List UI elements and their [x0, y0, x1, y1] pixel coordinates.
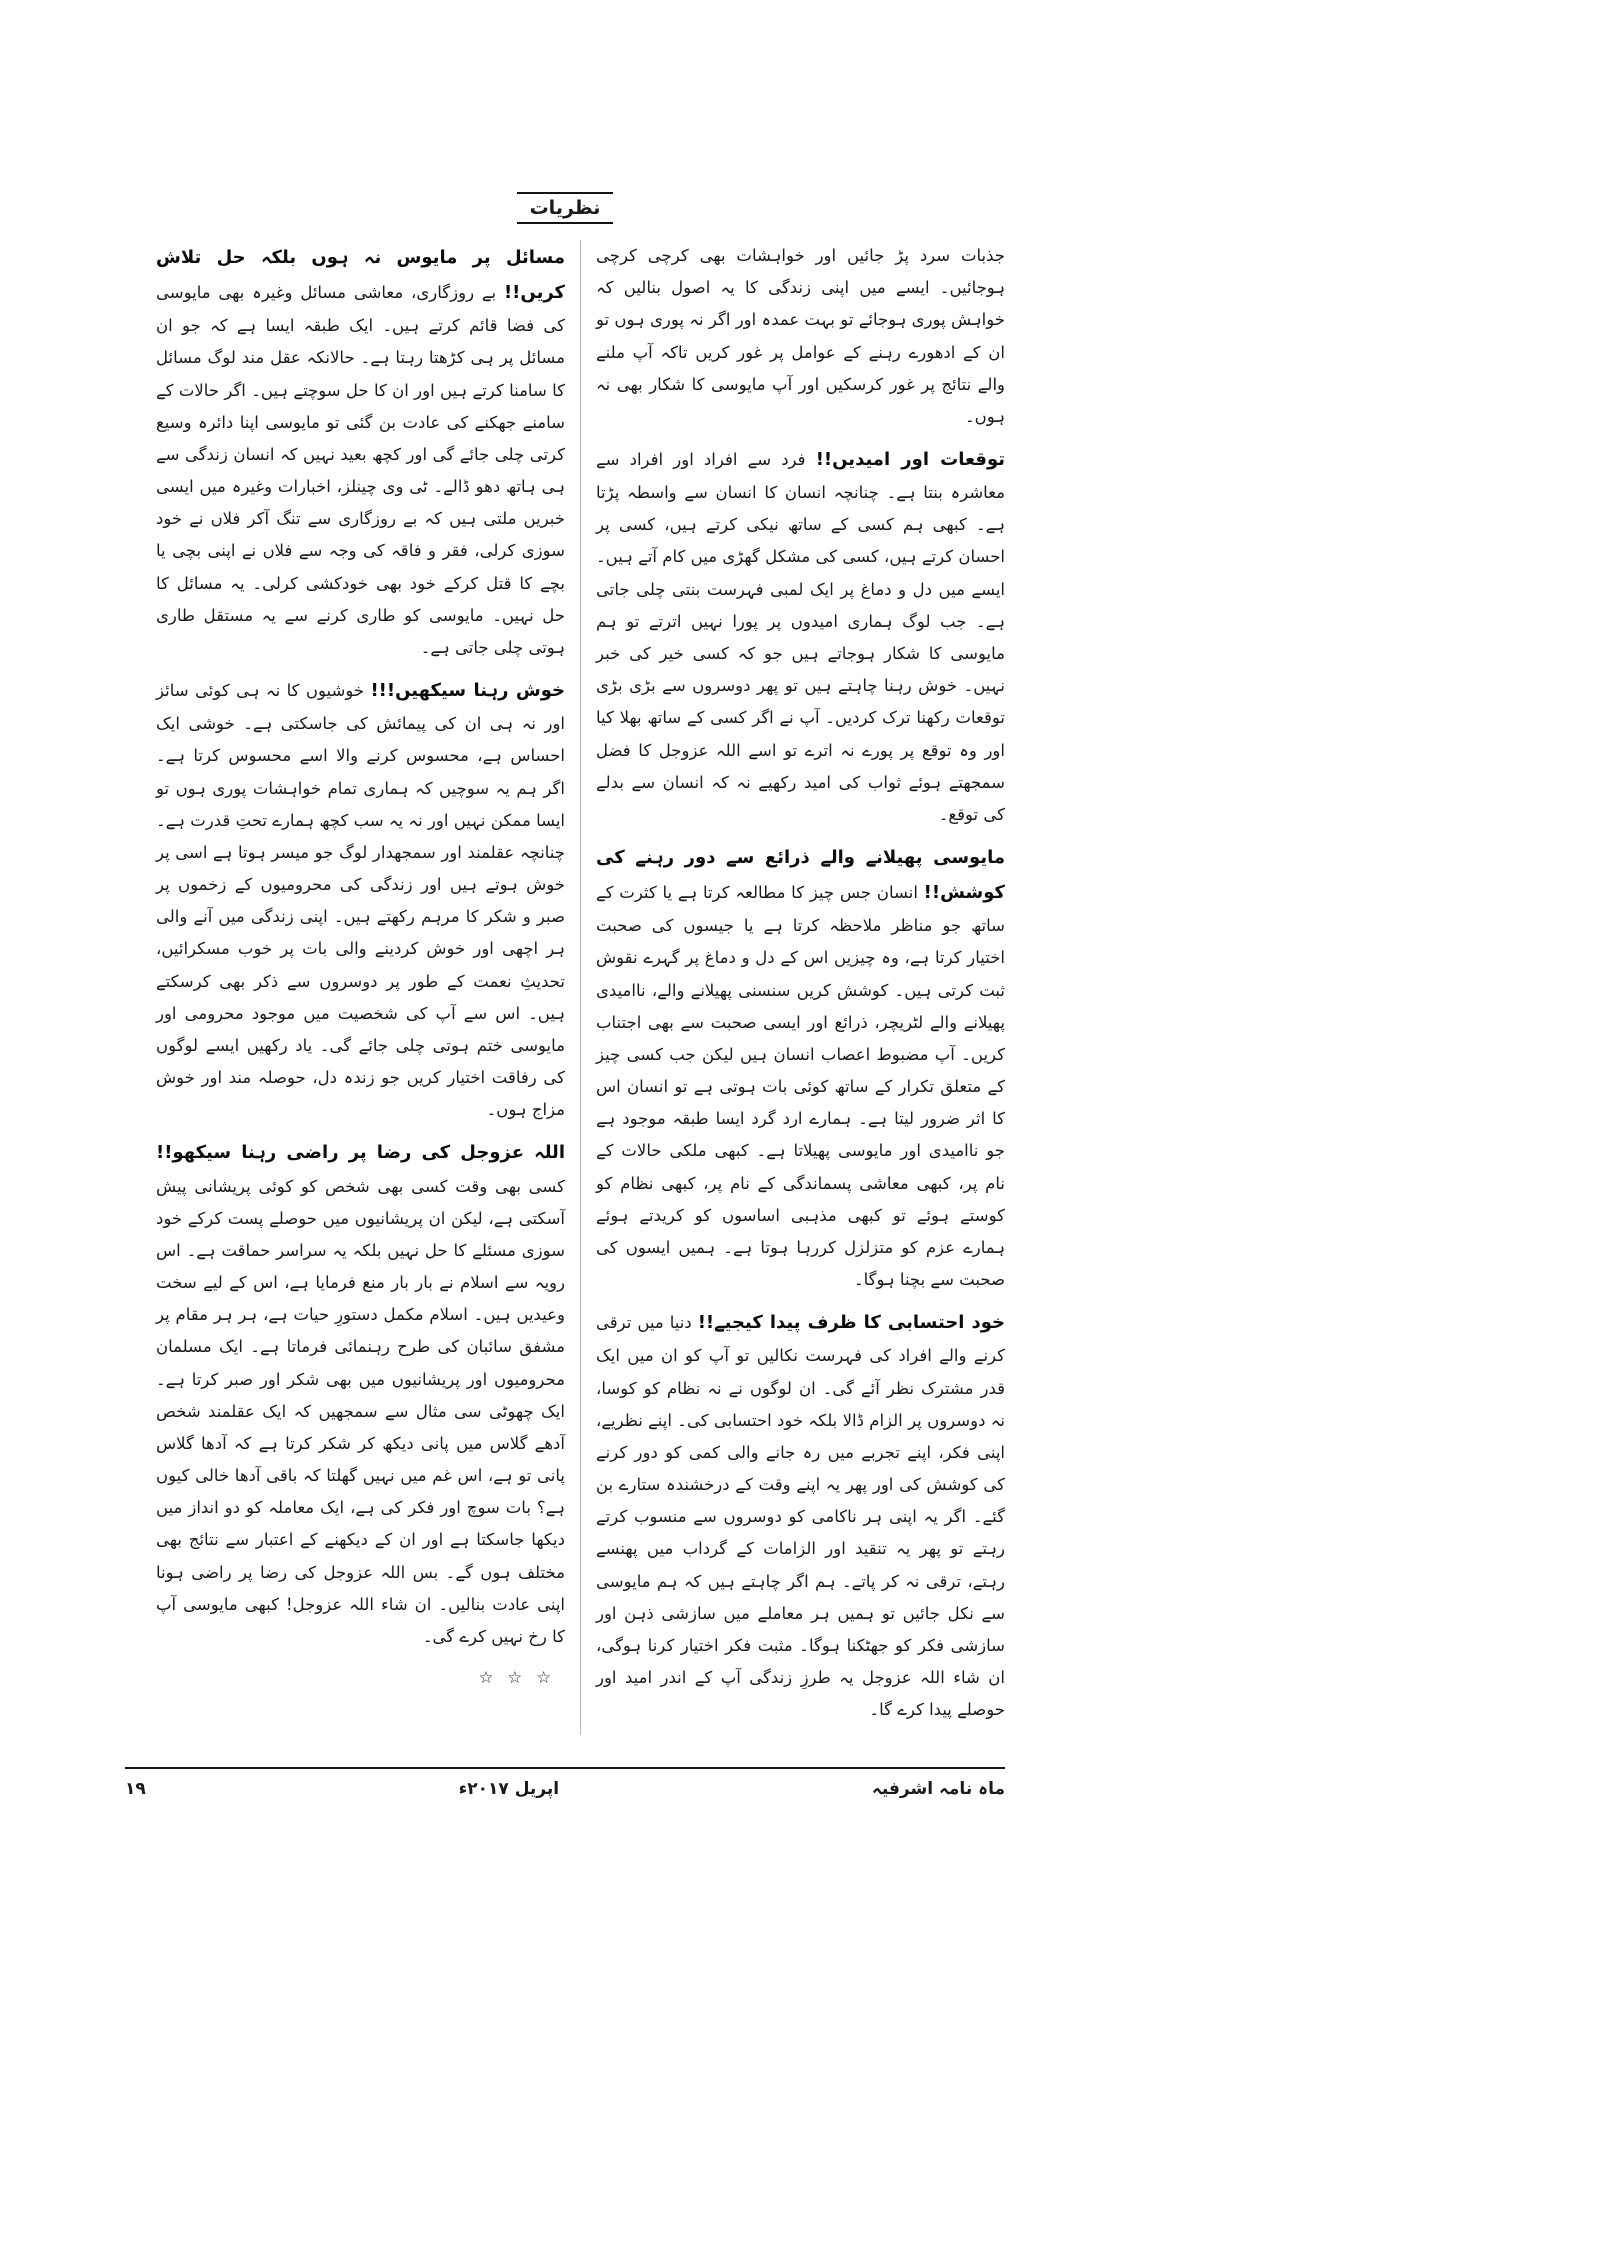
page-title: نظریات [529, 197, 601, 219]
section-heading: خوش رہنا سیکھیں!!! [370, 680, 566, 702]
paragraph-text: جذبات سرد پڑ جائیں اور خواہشات بھی کرچی کرچی ہوجائیں۔ ایسے میں اپنی زندگی کا یہ اصول بنالیں کہ خواہش پوری ہوجائے تو بہت عمدہ اور اگر نہ پوری ہوں تو ان کے ادھورے رہنے کے عوامل پر غور کریں تاکہ آپ ملنے والے نتائج پر غور کرسکیں اور آپ مایوسی کا شکار بھی نہ ہوں۔ [596, 246, 1005, 426]
paragraph-text: بے روزگاری، معاشی مسائل وغیرہ بھی مایوسی کی فضا قائم کرتے ہیں۔ ایک طبقہ ایسا ہے کہ جو ان مسائل پر ہی کڑھتا رہتا ہے۔ حالانکہ عقل مند لوگ مسائل کا سامنا کرتے ہیں اور ان کا حل سوچتے ہیں۔ اگر حالات کے سامنے جھکنے کی عادت بن گئی تو مایوسی اپنا دائرہ وسیع کرتی چلی جائے گی اور کچھ بعید نہیں کہ انسان زندگی سے ہی ہاتھ دھو ڈالے۔ ٹی وی چینلز، اخبارات وغیرہ میں ایسی خبریں ملتی ہیں کہ بے روزگاری سے تنگ آکر فلاں نے خود سوزی کرلی، فقر و فاقہ کی وجہ سے فلاں نے اپنی بچی یا بچے کا قتل کرکے خود بھی خودکشی کرلی۔ یہ مسائل کا حل نہیں۔ مایوسی کو طاری کرنے سے یہ مستقل طاری ہوتی چلی جاتی ہے۔ [156, 283, 565, 657]
footer-page-number: ۱۹ [125, 1779, 146, 1800]
paragraph-text: خوشیوں کا نہ ہی کوئی سائز اور نہ ہی ان کی پیمائش کی جاسکتی ہے۔ خوشی ایک احساس ہے، محسوس کرنے والا اسے محسوس کرتا ہے۔ اگر ہم یہ سوچیں کہ ہماری تمام خواہشات پوری ہوں تو ایسا ممکن نہیں اور نہ یہ سب کچھ ہمارے تحتِ قدرت ہے۔ چنانچہ عقلمند اور سمجھدار لوگ جو میسر ہوتا ہے اسی پر خوش ہوتے ہیں اور زندگی کی محرومیوں کے زخموں پر صبر و شکر کا مرہم رکھتے ہیں۔ اپنی زندگی میں آنے والی ہر اچھی اور خوش کردینے والی بات پر خوب مسکرائیں، تحدیثِ نعمت کے طور پر دوسروں سے ذکر بھی کرسکتے ہیں۔ اس سے آپ کی شخصیت میں موجود محرومی اور مایوسی ختم ہوتی چلی جائے گی۔ یاد رکھیں ایسے لوگوں کی رفاقت اختیار کریں جو زندہ دل، حوصلہ مند اور خوش مزاج ہوں۔ [156, 681, 565, 1120]
article-paragraph [596, 442, 1005, 831]
paragraph-text: انسان جس چیز کا مطالعہ کرتا ہے یا کثرت کے ساتھ جو مناظر ملاحظہ کرتا ہے یا جیسوں کی صحبت اختیار کرتا ہے، وہ چیزیں اس کے دل و دماغ پر گہرے نقوش ثبت کرتی ہیں۔ کوشش کریں سنسنی پھیلانے والے، ناامیدی پھیلانے والے لٹریچر، ذرائع اور ایسی صحبت سے بھی اجتناب کریں۔ آپ مضبوط اعصاب انسان ہیں لیکن جب کسی چیز کے متعلق تکرار کے ساتھ کوئی بات ہوتی ہے تو انسان اس کا اثر ضرور لیتا ہے۔ ہمارے ارد گرد ایسا طبقہ موجود ہے جو ناامیدی اور مایوسی پھیلاتا ہے۔ کبھی ملکی حالات کے نام پر، کبھی معاشی پسماندگی کے نام پر، کبھی نظام کو کوستے ہوئے تو کبھی مذہبی اساسوں کو کریدتے ہوئے ہمارے عزم کو متزلزل کررہا ہوتا ہے۔ ہمیں ایسوں کی صحبت سے بچنا ہوگا۔ [596, 883, 1005, 1290]
end-ornament-stars: ☆☆☆ [478, 1668, 565, 1688]
article-paragraph [156, 240, 565, 664]
masthead [125, 192, 1005, 224]
section-heading: مایوسی پھیلانے والے ذرائع سے دور رہنے کی کوشش!! [596, 847, 1005, 904]
article-paragraph [156, 673, 565, 1126]
section-heading: توقعات اور امیدیں!! [815, 449, 1005, 471]
article-paragraph [596, 1305, 1005, 1726]
paragraph-text: کسی بھی وقت کسی بھی شخص کو کوئی پریشانی پیش آسکتی ہے، لیکن ان پریشانیوں میں حوصلے پست کرکے خود سوزی مسئلے کا حل نہیں بلکہ یہ سراسر حماقت ہے۔ اس رویہ سے اسلام نے بار بار منع فرمایا ہے، اس کے لیے سخت وعیدیں ہیں۔ اسلام مکمل دستورِ حیات ہے، ہر ہر مقام پر مشفق سائبان کی طرح رہنمائی فرماتا ہے۔ ایک مسلمان محرومیوں اور پریشانیوں میں بھی شکر اور صبر کرتا ہے۔ ایک چھوٹی سی مثال سے سمجھیں کہ ایک عقلمند شخص آدھے گلاس میں پانی دیکھ کر شکر کرتا ہے کہ آدھا گلاس پانی تو ہے، اس غم میں نہیں گھلتا کہ باقی آدھا خالی کیوں ہے؟ بات سوچ اور فکر کی ہے، ایک معاملہ کو دو انداز میں دیکھا جاسکتا ہے اور ان کے دیکھنے کے اعتبار سے نتائج بھی مختلف ہوں گے۔ بس اللہ عزوجل کی رضا پر راضی ہونا اپنی عادت بنالیں۔ ان شاء اللہ عزوجل! کبھی مایوسی آپ کا رخ نہیں کرے گی۔ [156, 1176, 565, 1646]
article-paragraph [156, 1135, 565, 1653]
section-heading: اللہ عزوجل کی رضا پر راضی رہنا سیکھو!! [156, 1142, 565, 1164]
footer-magazine-name: ماہ نامہ اشرفیہ [871, 1779, 1005, 1800]
masthead-rule-bottom [517, 222, 613, 224]
page-footer [125, 1767, 1005, 1799]
paragraph-text: دنیا میں ترقی کرنے والے افراد کی فہرست نکالیں تو آپ کو ان میں ایک قدر مشترک نظر آئے گی۔ ان لوگوں نے نہ نظام کو کوسا، نہ دوسروں پر الزام ڈالا بلکہ خود احتسابی کی۔ اپنے نظریے، اپنی فکر، اپنے تجربے میں رہ جانے والی کمی کو دور کرنے کی کوشش کی اور پھر یہ اپنے وقت کے درخشندہ ستارے بن گئے۔ اگر یہ اپنی ہر ناکامی کو دوسروں سے منسوب کرتے رہتے تو پھر یہ تنقید اور الزامات کے گرداب میں پھنسے رہتے، ترقی نہ کر پاتے۔ ہم اگر چاہتے ہیں کہ ہم مایوسی سے نکل جائیں تو ہمیں ہر معاملے میں سازشی ذہن اور سازشی فکر کو جھٹکنا ہوگا۔ مثبت فکر اختیار کرنا ہوگی، ان شاء اللہ عزوجل یہ طرزِ زندگی آپ کے اندر امید اور حوصلے پیدا کرے گا۔ [596, 1313, 1005, 1720]
page-content [125, 192, 1005, 1799]
section-heading: مسائل پر مایوس نہ ہوں بلکہ حل تلاش کریں!! [156, 247, 565, 304]
column-divider [580, 240, 581, 1735]
article-columns [125, 240, 1005, 1735]
paragraph-text: فرد سے افراد اور افراد سے معاشرہ بنتا ہے۔ چنانچہ انسان کا انسان سے واسطہ پڑتا ہے۔ کبھی ہم کسی کے ساتھ نیکی کرتے ہیں، کسی پر احسان کرتے ہیں، کسی کی مشکل گھڑی میں کام آتے ہیں۔ ایسے میں دل و دماغ پر ایک لمبی فہرست بنتی چلی جاتی ہے۔ جب لوگ ہماری امیدوں پر پورا نہیں اترتے تو ہم مایوسی کا شکار ہوجاتے ہیں جو کہ کسی خیر کی خبر نہیں۔ خوش رہنا چاہتے ہیں تو پھر دوسروں سے بڑی بڑی توقعات رکھنا ترک کردیں۔ آپ نے اگر کسی کے ساتھ بھلا کیا اور وہ توقع پر پورے نہ اترے تو اسے اللہ عزوجل کا فضل سمجھتے ہوئے ثواب کی امید رکھیے نہ کہ انسان سے بدلے کی توقع۔ [596, 450, 1005, 824]
article-paragraph [596, 240, 1005, 433]
column-right [581, 240, 1005, 1735]
footer-issue-date: اپریل ۲۰۱۷ء [458, 1779, 560, 1800]
masthead-rule-top [517, 192, 613, 194]
section-heading: خود احتسابی کا ظرف پیدا کیجیے!! [697, 1312, 1005, 1334]
article-paragraph [596, 840, 1005, 1296]
column-left [156, 240, 580, 1735]
